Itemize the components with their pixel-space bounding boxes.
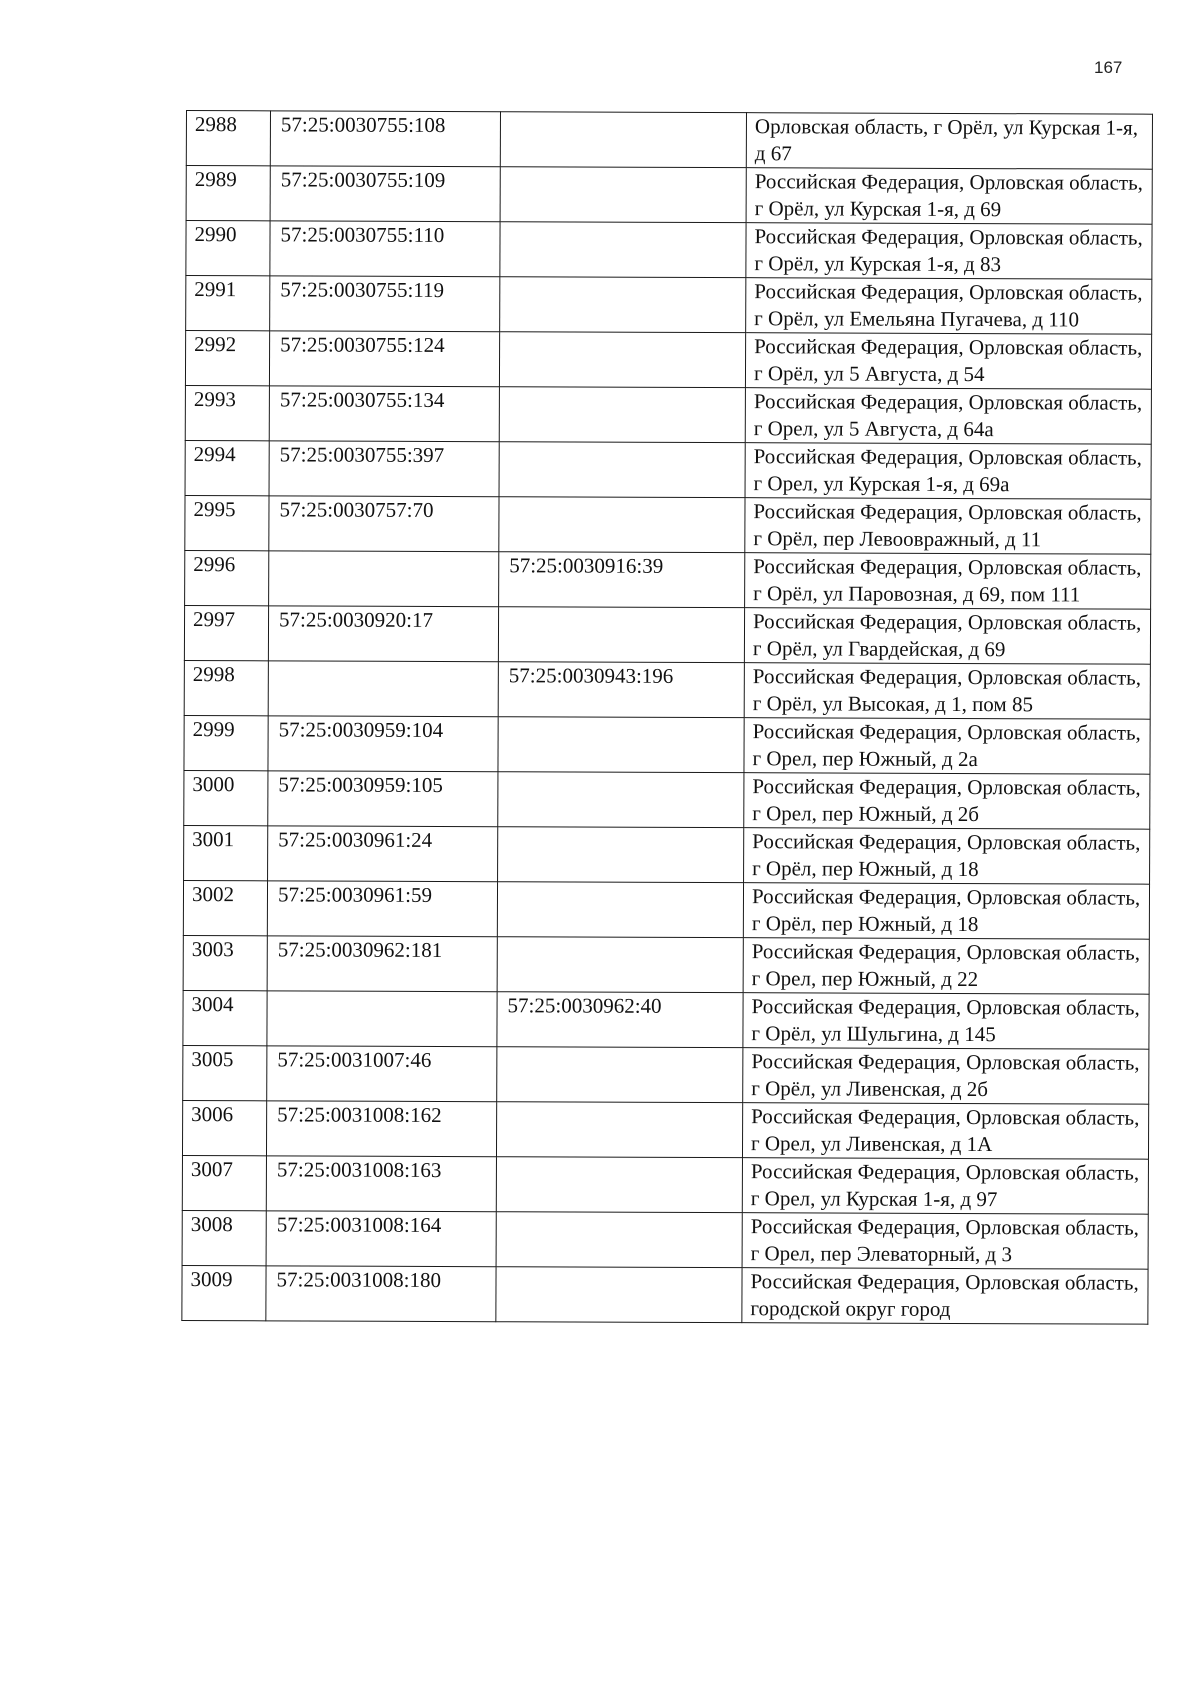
cadastral-number-cell: 57:25:0030755:109 [270,166,500,222]
row-number-cell: 3006 [182,1100,266,1155]
room-cadastral-number-cell: 57:25:0030943:196 [498,662,744,718]
address-cell: Российская Федерация, Орловская область, г Орёл, ул Высокая, д 1, пом 85 [744,663,1150,720]
cadastral-number-cell: 57:25:0030755:110 [270,221,500,277]
address-cell: Российская Федерация, Орловская область, г Орел, ул Курская 1-я, д 69а [745,443,1151,500]
table-row [183,935,1149,994]
table-row [184,660,1150,719]
cadastral-number-cell: 57:25:0030961:24 [268,826,498,882]
address-cell: Российская Федерация, Орловская область, г Орел, ул Ливенская, д 1А [742,1103,1148,1160]
row-number-cell: 3003 [183,935,267,990]
row-number-cell: 2997 [184,605,268,660]
cadastral-number-cell: 57:25:0031008:180 [266,1266,496,1322]
cadastral-number-cell: 57:25:0030755:397 [269,441,499,497]
row-number-cell: 3002 [183,880,267,935]
address-cell: Российская Федерация, Орловская область, г Орёл, пер Левоовражный, д 11 [745,498,1151,555]
table-row [184,605,1150,664]
table-row [182,1155,1148,1214]
room-cadastral-number-cell [497,937,743,993]
room-cadastral-number-cell [499,387,745,443]
address-cell: Российская Федерация, Орловская область, г Орел, ул Курская 1-я, д 97 [742,1158,1148,1215]
row-number-cell: 3005 [183,1045,267,1100]
row-number-cell: 3000 [184,770,268,825]
cadastral-number-cell [267,991,497,1047]
registry-table [181,110,1153,1325]
cadastral-number-cell: 57:25:0031007:46 [267,1046,497,1102]
table-row [185,440,1151,499]
table-row [184,715,1150,774]
cadastral-number-cell: 57:25:0030755:108 [270,111,500,167]
room-cadastral-number-cell [500,277,746,333]
table-row [183,880,1149,939]
room-cadastral-number-cell: 57:25:0030962:40 [497,992,743,1048]
table-row [185,385,1151,444]
table-row [186,111,1152,170]
table-row [186,276,1152,335]
row-number-cell: 2999 [184,715,268,770]
row-number-cell: 2995 [185,495,269,550]
row-number-cell: 2994 [185,440,269,495]
cadastral-number-cell: 57:25:0030755:124 [269,331,499,387]
room-cadastral-number-cell [499,497,745,553]
room-cadastral-number-cell [498,827,744,883]
cadastral-number-cell: 57:25:0031008:164 [266,1211,496,1267]
row-number-cell: 3009 [182,1265,266,1320]
table-row [182,1100,1148,1159]
cadastral-number-cell: 57:25:0030962:181 [267,936,497,992]
address-cell: Российская Федерация, Орловская область, г Орел, пер Южный, д 2б [744,773,1150,830]
room-cadastral-number-cell [498,607,744,663]
address-cell: Российская Федерация, Орловская область, г Орёл, ул Курская 1-я, д 83 [746,223,1152,280]
address-cell: Российская Федерация, Орловская область, г Орёл, пер Южный, д 18 [743,883,1149,940]
row-number-cell: 3007 [182,1155,266,1210]
table-row [184,770,1150,829]
cadastral-number-cell: 57:25:0031008:163 [266,1156,496,1212]
table-row [185,550,1151,609]
table-row [185,495,1151,554]
room-cadastral-number-cell [500,112,746,168]
registry-table-body [182,111,1153,1325]
address-cell: Российская Федерация, Орловская область, г Орел, пер Южный, д 22 [743,938,1149,995]
address-cell: Российская Федерация, Орловская область, г Орёл, ул Емельяна Пугачева, д 110 [746,278,1152,335]
room-cadastral-number-cell [499,332,745,388]
address-cell: Орловская область, г Орёл, ул Курская 1-я, д 67 [746,113,1152,170]
table-row [183,990,1149,1049]
row-number-cell: 2991 [186,276,270,331]
cadastral-number-cell: 57:25:0030757:70 [269,496,499,552]
address-cell: Российская Федерация, Орловская область, г Орёл, ул Шульгина, д 145 [743,993,1149,1050]
row-number-cell: 3004 [183,990,267,1045]
row-number-cell: 2988 [186,111,270,166]
room-cadastral-number-cell [500,167,746,223]
cadastral-number-cell: 57:25:0030755:134 [269,386,499,442]
cadastral-number-cell: 57:25:0030959:104 [268,716,498,772]
room-cadastral-number-cell [498,772,744,828]
address-cell: Российская Федерация, Орловская область, г Орёл, ул Курская 1-я, д 69 [746,168,1152,225]
cadastral-number-cell: 57:25:0031008:162 [266,1101,496,1157]
row-number-cell: 3001 [184,825,268,880]
room-cadastral-number-cell: 57:25:0030916:39 [499,552,745,608]
table-row [184,825,1150,884]
table-row [183,1045,1149,1104]
row-number-cell: 3008 [182,1210,266,1265]
row-number-cell: 2993 [185,385,269,440]
room-cadastral-number-cell [496,1212,742,1268]
page-number: 167 [1094,58,1123,77]
room-cadastral-number-cell [499,442,745,498]
table-row [185,331,1151,390]
table-row [182,1210,1148,1269]
row-number-cell: 2998 [184,660,268,715]
cadastral-number-cell: 57:25:0030755:119 [270,276,500,332]
address-cell: Российская Федерация, Орловская область, г Орел, пер Элеваторный, д 3 [742,1213,1148,1270]
address-cell: Российская Федерация, Орловская область, г Орёл, пер Южный, д 18 [744,828,1150,885]
table-row [186,166,1152,225]
cadastral-number-cell [269,551,499,607]
address-cell: Российская Федерация, Орловская область, городской округ город [742,1268,1148,1325]
room-cadastral-number-cell [496,1102,742,1158]
room-cadastral-number-cell [500,222,746,278]
room-cadastral-number-cell [496,1267,742,1323]
room-cadastral-number-cell [497,1047,743,1103]
address-cell: Российская Федерация, Орловская область, г Орёл, ул Паровозная, д 69, пом 111 [745,553,1151,610]
row-number-cell: 2996 [185,550,269,605]
cadastral-number-cell: 57:25:0030961:59 [267,881,497,937]
table-row [186,221,1152,280]
cadastral-number-cell: 57:25:0030959:105 [268,771,498,827]
address-cell: Российская Федерация, Орловская область, г Орёл, ул Ливенская, д 2б [743,1048,1149,1105]
address-cell: Российская Федерация, Орловская область, г Орел, пер Южный, д 2а [744,718,1150,775]
row-number-cell: 2990 [186,221,270,276]
address-cell: Российская Федерация, Орловская область, г Орел, ул 5 Августа, д 64а [745,388,1151,445]
cadastral-number-cell: 57:25:0030920:17 [268,606,498,662]
table-row [182,1265,1148,1324]
room-cadastral-number-cell [496,1157,742,1213]
room-cadastral-number-cell [498,717,744,773]
address-cell: Российская Федерация, Орловская область, г Орёл, ул Гвардейская, д 69 [744,608,1150,665]
row-number-cell: 2992 [185,331,269,386]
address-cell: Российская Федерация, Орловская область, г Орёл, ул 5 Августа, д 54 [745,333,1151,390]
row-number-cell: 2989 [186,166,270,221]
room-cadastral-number-cell [497,882,743,938]
cadastral-number-cell [268,661,498,717]
